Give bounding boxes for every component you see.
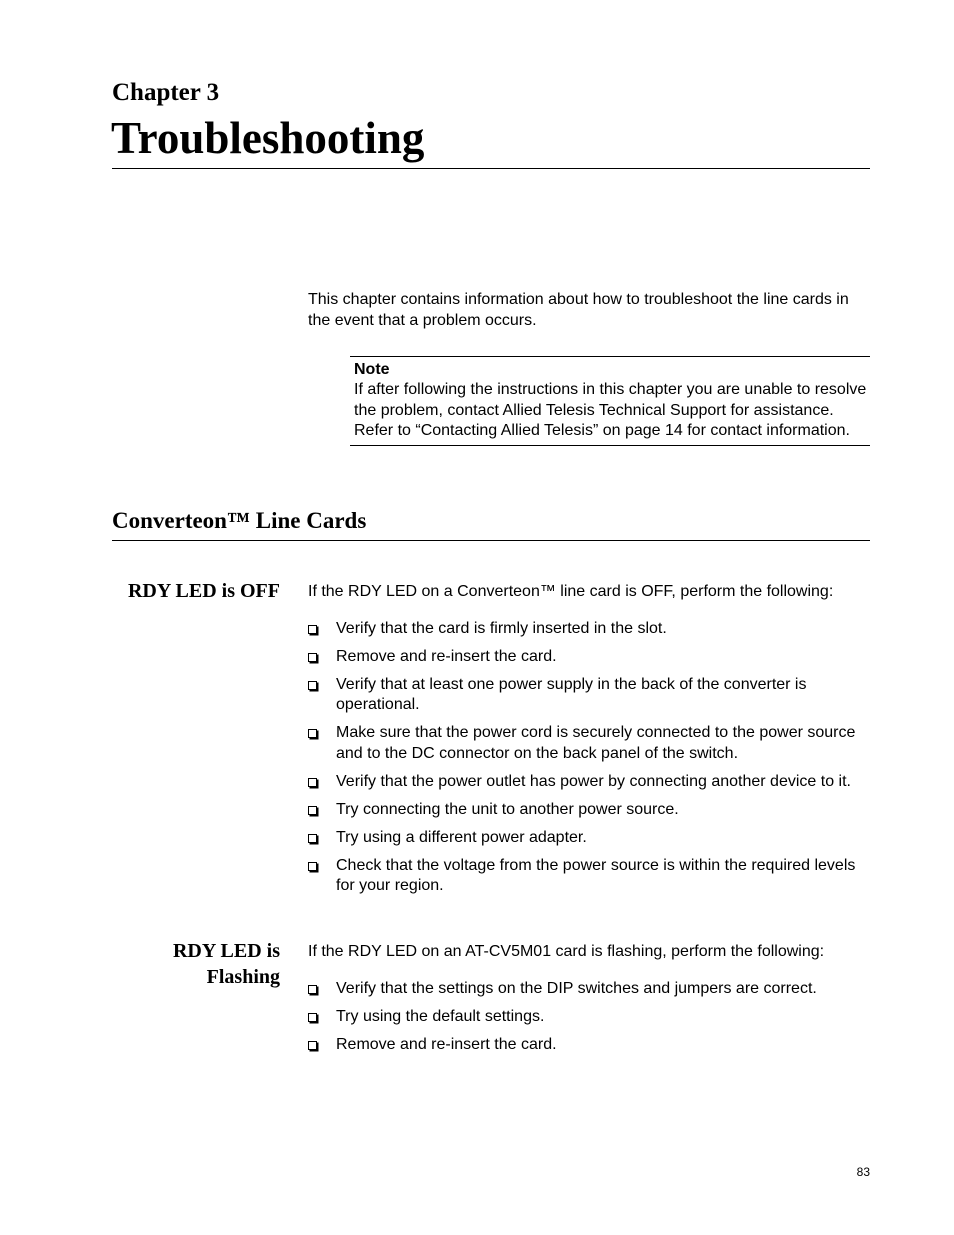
checkbox-bullet-icon	[308, 729, 317, 738]
list-item	[308, 723, 870, 764]
list-item	[308, 800, 870, 820]
rdy-flashing-list	[308, 979, 870, 1063]
list-item-text: Verify that at least one power supply in the back of the converter is operational.	[336, 676, 807, 714]
list-item-text: Make sure that the power cord is securely connected to the power source and to the DC connector on the back panel of the switch.	[336, 724, 856, 762]
note-body: If after following the instructions in this chapter you are unable to resolve the problem, contact Allied Telesis Technical Support for assistance. Refer to “Contacting Allied Telesis” on page 14 for contact information.	[354, 381, 867, 439]
page-number: 83	[856, 1165, 870, 1179]
list-item	[308, 856, 870, 897]
checkbox-bullet-icon	[308, 985, 317, 994]
list-item	[308, 1007, 870, 1027]
chapter-title-rule	[112, 168, 870, 169]
list-item-text: Try using the default settings.	[336, 1008, 545, 1025]
checkbox-bullet-icon	[308, 834, 317, 843]
list-item	[308, 675, 870, 716]
checkbox-bullet-icon	[308, 625, 317, 634]
rdy-off-heading: RDY LED is OFF	[127, 580, 280, 602]
section-heading-rule	[112, 540, 870, 541]
list-item	[308, 619, 870, 639]
checkbox-bullet-icon	[308, 862, 317, 871]
checkbox-bullet-icon	[308, 653, 317, 662]
rdy-off-lead: If the RDY LED on a Converteon™ line card is OFF, perform the following:	[308, 583, 834, 600]
rdy-flashing-lead: If the RDY LED on an AT-CV5M01 card is flashing, perform the following:	[308, 943, 825, 960]
checkbox-bullet-icon	[308, 806, 317, 815]
rdy-flashing-heading	[112, 938, 280, 990]
list-item-text: Verify that the settings on the DIP switches and jumpers are correct.	[336, 980, 817, 997]
checkbox-bullet-icon	[308, 1041, 317, 1050]
section-heading: Converteon™ Line Cards	[112, 508, 367, 533]
note-title: Note	[354, 361, 390, 378]
chapter-title: Troubleshooting	[111, 113, 425, 163]
chapter-label: Chapter 3	[112, 79, 220, 106]
list-item	[308, 979, 870, 999]
list-item	[308, 1035, 870, 1055]
list-item-text: Check that the voltage from the power source is within the required levels for your region.	[336, 856, 856, 895]
list-item-text: Verify that the card is firmly inserted in the slot.	[336, 620, 667, 637]
intro-paragraph: This chapter contains information about how to troubleshoot the line cards in the event that a problem occurs.	[308, 291, 849, 329]
list-item-text: Try connecting the unit to another power source.	[336, 800, 679, 818]
list-item	[308, 647, 870, 667]
rdy-flashing-heading-line1: RDY LED is	[172, 940, 280, 962]
checkbox-bullet-icon	[308, 1013, 317, 1022]
list-item-text: Verify that the power outlet has power by connecting another device to it.	[336, 772, 851, 790]
rdy-flashing-heading-line2: Flashing	[206, 966, 280, 988]
list-item-text: Remove and re-insert the card.	[336, 648, 557, 665]
checkbox-bullet-icon	[308, 681, 317, 690]
list-item	[308, 772, 870, 792]
list-item-text: Remove and re-insert the card.	[336, 1036, 557, 1053]
checkbox-bullet-icon	[308, 778, 317, 787]
rdy-off-list	[308, 619, 870, 904]
note-box	[350, 356, 870, 446]
list-item-text: Try using a different power adapter.	[336, 828, 587, 846]
list-item	[308, 828, 870, 848]
